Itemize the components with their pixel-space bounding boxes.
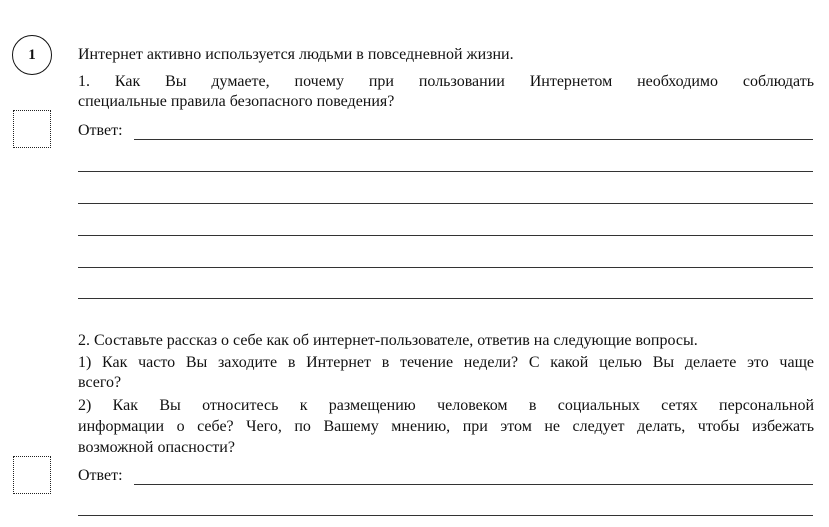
question-2-sub2-line-3: возможной опасности? — [78, 439, 235, 456]
question-2-sub1-line-2: всего? — [78, 374, 122, 391]
task-number: 1 — [28, 46, 36, 63]
answer-1-line-3[interactable] — [78, 203, 813, 204]
score-box-q2 — [13, 456, 51, 494]
answer-2-line-2[interactable] — [78, 515, 813, 516]
question-2-sub2-line-2: информации о себе? Чего, по Вашему мнению, при этом не следует делать, чтобы избежать — [78, 418, 814, 435]
task-intro: Интернет активно используется людьми в повседневной жизни. — [78, 46, 514, 63]
score-box-q1 — [13, 110, 51, 148]
answer-1-line-2[interactable] — [78, 171, 813, 172]
answer-label-2: Ответ: — [78, 467, 123, 484]
answer-label-1: Ответ: — [78, 122, 123, 139]
question-1-line-2: специальные правила безопасного поведения? — [78, 93, 395, 110]
answer-1-line-4[interactable] — [78, 235, 813, 236]
answer-1-line-1[interactable] — [134, 139, 813, 140]
question-1-line-1: 1. Как Вы думаете, почему при пользовании Интернетом необходимо соблюдать — [78, 73, 814, 90]
answer-2-line-1[interactable] — [134, 484, 813, 485]
answer-1-line-6[interactable] — [78, 298, 813, 299]
question-2-line-1: 2. Составьте рассказ о себе как об интернет-пользователе, ответив на следующие вопросы. — [78, 332, 698, 349]
task-number-badge — [12, 35, 52, 75]
question-2-sub1-line-1: 1) Как часто Вы заходите в Интернет в течение недели? С какой целью Вы делаете это чаще — [78, 354, 814, 371]
question-2-sub2-line-1: 2) Как Вы относитесь к размещению человеком в социальных сетях персональной — [78, 397, 814, 414]
answer-1-line-5[interactable] — [78, 267, 813, 268]
